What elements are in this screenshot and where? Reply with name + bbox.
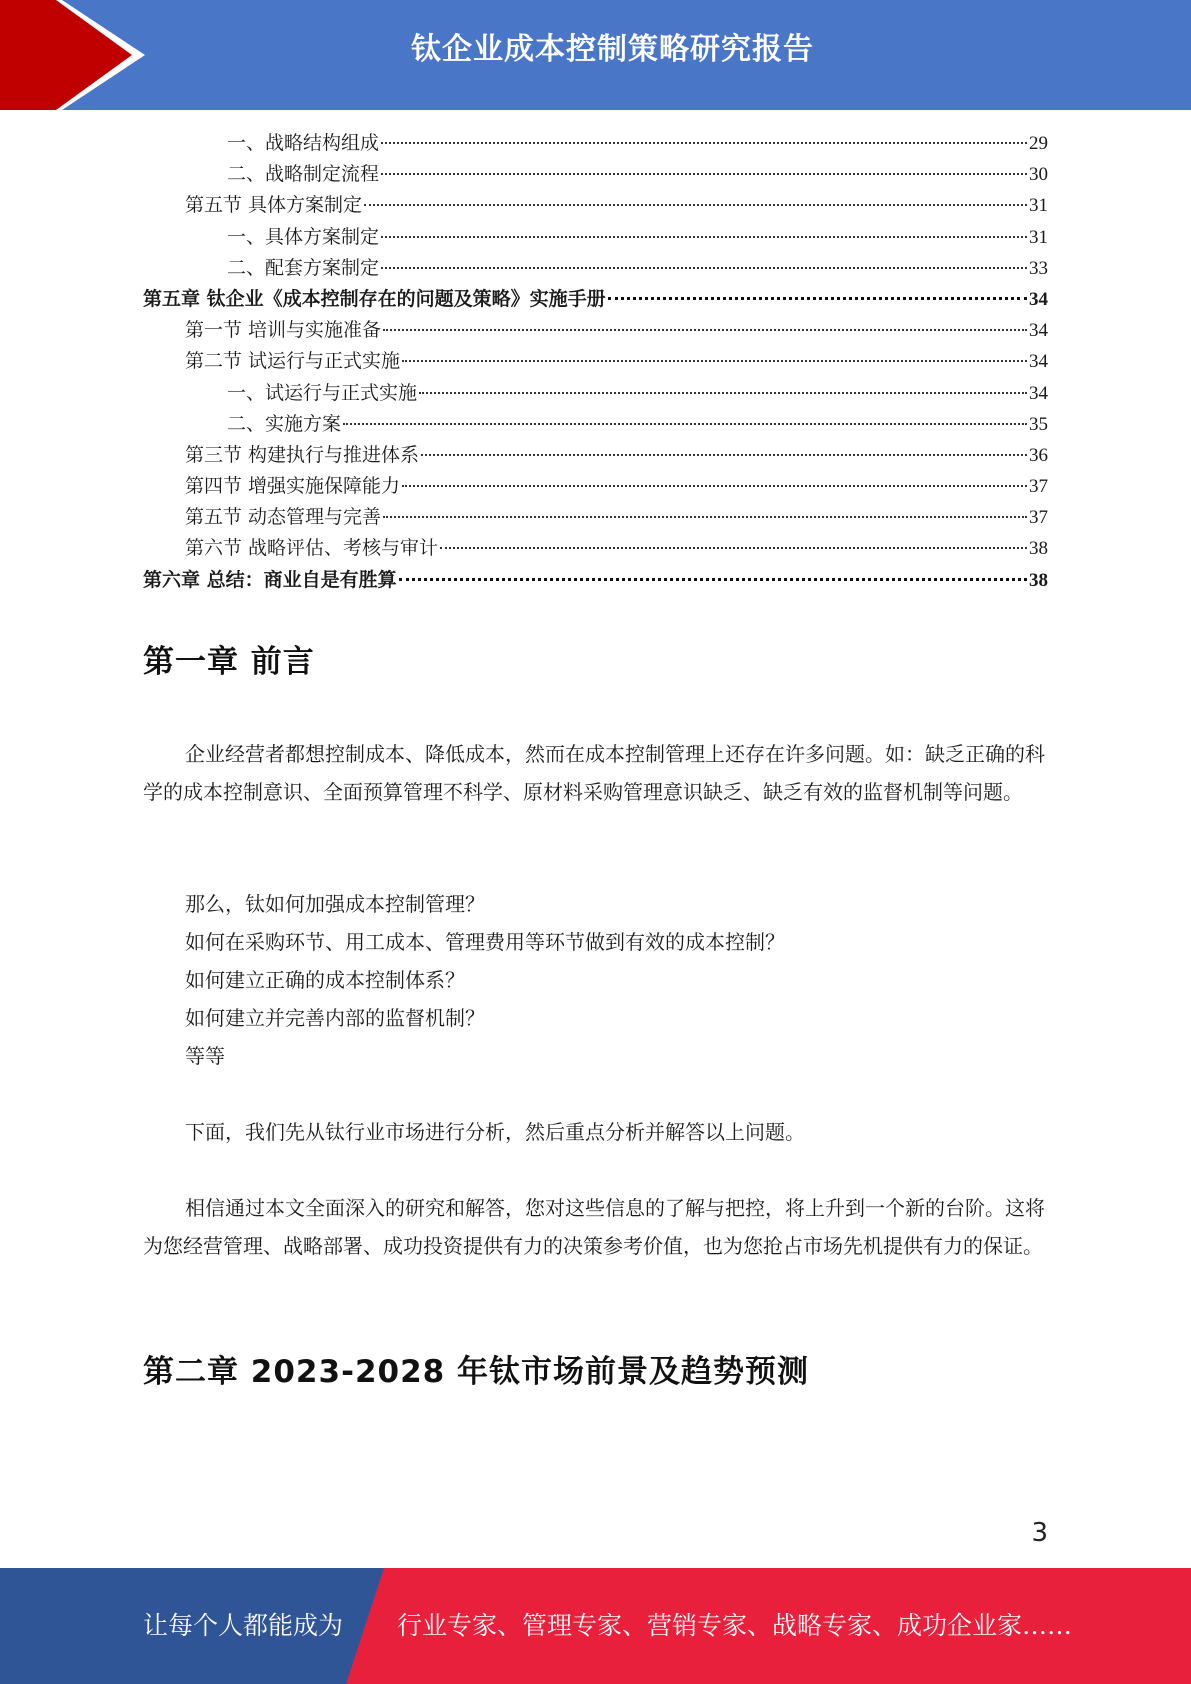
footer-slogan-left: 让每个人都能成为 — [143, 1611, 344, 1640]
chapter-1-paragraph-3 — [143, 1189, 1048, 1265]
page-number: 3 — [1031, 1518, 1048, 1548]
toc-entry-title: 第五节 动态管理与完善 — [185, 506, 382, 529]
toc-leader-dots — [421, 454, 1027, 456]
toc-leader-dots — [343, 423, 1027, 425]
toc-leader-dots — [402, 360, 1027, 362]
toc-entry[interactable] — [143, 378, 1048, 409]
toc-entry[interactable] — [143, 315, 1048, 346]
toc-entry[interactable] — [143, 222, 1048, 253]
toc-entry[interactable] — [143, 471, 1048, 502]
toc-entry[interactable] — [143, 159, 1048, 190]
toc-entry-page: 38 — [1029, 538, 1048, 560]
table-of-contents — [143, 128, 1048, 596]
toc-entry-page: 29 — [1029, 133, 1048, 154]
toc-entry-page: 30 — [1029, 164, 1048, 186]
toc-entry[interactable] — [143, 128, 1048, 159]
toc-entry-page: 38 — [1029, 569, 1048, 591]
toc-leader-dots — [608, 297, 1027, 300]
paragraph-text: 企业经营者都想控制成本、降低成本，然而在成本控制管理上还存在许多问题。如：缺乏正确的科学的成本控制意识、全面预算管理不科学、原材料采购管理意识缺乏、缺乏有效的监督机制等问题。 — [143, 742, 1045, 804]
toc-entry-title: 二、战略制定流程 — [227, 163, 380, 186]
toc-entry-page: 34 — [1029, 351, 1048, 373]
toc-leader-dots — [381, 142, 1027, 144]
question-item: 等等 — [185, 1044, 225, 1068]
question-item: 如何建立并完善内部的监督机制？ — [185, 1006, 485, 1030]
footer-slogan-right: 行业专家、管理专家、营销专家、战略专家、成功企业家…… — [397, 1611, 1073, 1640]
question-item: 那么，钛如何加强成本控制管理？ — [185, 892, 485, 916]
toc-leader-dots — [383, 516, 1027, 518]
toc-leader-dots — [402, 485, 1027, 487]
toc-entry[interactable] — [143, 253, 1048, 284]
toc-entry-page: 37 — [1029, 476, 1048, 498]
toc-entry-title: 第五章 钛企业《成本控制存在的问题及策略》实施手册 — [143, 287, 606, 310]
toc-entry-page: 34 — [1029, 320, 1048, 342]
toc-entry-title: 第一节 培训与实施准备 — [185, 319, 382, 342]
report-title: 钛企业成本控制策略研究报告 — [411, 32, 814, 67]
toc-leader-dots — [381, 267, 1027, 269]
chapter-1-paragraph-1 — [143, 735, 1048, 811]
toc-entry-title: 第五节 具体方案制定 — [185, 194, 363, 217]
paragraph-text: 下面，我们先从钛行业市场进行分析，然后重点分析并解答以上问题。 — [185, 1120, 805, 1144]
toc-entry-title: 一、具体方案制定 — [227, 225, 380, 248]
toc-leader-dots — [399, 578, 1027, 581]
toc-leader-dots — [383, 329, 1027, 331]
toc-entry-page: 34 — [1029, 382, 1048, 404]
chapter-1-paragraph-2 — [143, 1113, 1048, 1151]
toc-entry[interactable] — [143, 284, 1048, 315]
toc-entry[interactable] — [143, 409, 1048, 440]
toc-entry[interactable] — [143, 190, 1048, 221]
question-item: 如何建立正确的成本控制体系？ — [185, 968, 465, 992]
toc-entry-page: 34 — [1029, 288, 1048, 310]
toc-entry[interactable] — [143, 565, 1048, 596]
toc-leader-dots — [440, 547, 1027, 549]
toc-entry-page: 31 — [1029, 226, 1048, 248]
toc-entry[interactable] — [143, 346, 1048, 377]
toc-leader-dots — [381, 236, 1027, 238]
toc-entry-title: 二、配套方案制定 — [227, 256, 380, 279]
toc-leader-dots — [381, 173, 1027, 175]
question-item: 如何在采购环节、用工成本、管理费用等环节做到有效的成本控制？ — [185, 930, 785, 954]
toc-entry-title: 第四节 增强实施保障能力 — [185, 475, 401, 498]
toc-entry-title: 一、试运行与正式实施 — [227, 381, 418, 404]
toc-entry-title: 一、战略结构组成 — [227, 132, 380, 154]
page-footer — [0, 1568, 1191, 1684]
toc-entry-title: 第六节 战略评估、考核与审计 — [185, 537, 439, 560]
toc-entry[interactable] — [143, 502, 1048, 533]
toc-entry-title: 二、实施方案 — [227, 412, 342, 435]
question-list — [185, 885, 785, 1075]
toc-entry-title: 第六章 总结：商业自是有胜算 — [143, 568, 397, 591]
paragraph-text: 相信通过本文全面深入的研究和解答，您对这些信息的了解与把控，将上升到一个新的台阶。这将为您经营管理、战略部署、成功投资提供有力的决策参考价值，也为您抢占市场先机提供有力的保证。 — [143, 1196, 1045, 1258]
toc-entry-page: 37 — [1029, 507, 1048, 529]
toc-entry[interactable] — [143, 533, 1048, 564]
toc-leader-dots — [364, 204, 1027, 206]
toc-leader-dots — [419, 392, 1027, 394]
toc-entry-page: 35 — [1029, 413, 1048, 435]
toc-entry-title: 第三节 构建执行与推进体系 — [185, 443, 420, 466]
page-header — [0, 0, 1191, 110]
toc-entry-title: 第二节 试运行与正式实施 — [185, 350, 401, 373]
chapter-1-heading: 第一章 前言 — [143, 644, 315, 680]
chapter-2-heading: 第二章 2023-2028 年钛市场前景及趋势预测 — [143, 1354, 810, 1390]
toc-entry-page: 31 — [1029, 195, 1048, 217]
toc-entry-page: 33 — [1029, 257, 1048, 279]
toc-entry-page: 36 — [1029, 444, 1048, 466]
toc-entry[interactable] — [143, 440, 1048, 471]
